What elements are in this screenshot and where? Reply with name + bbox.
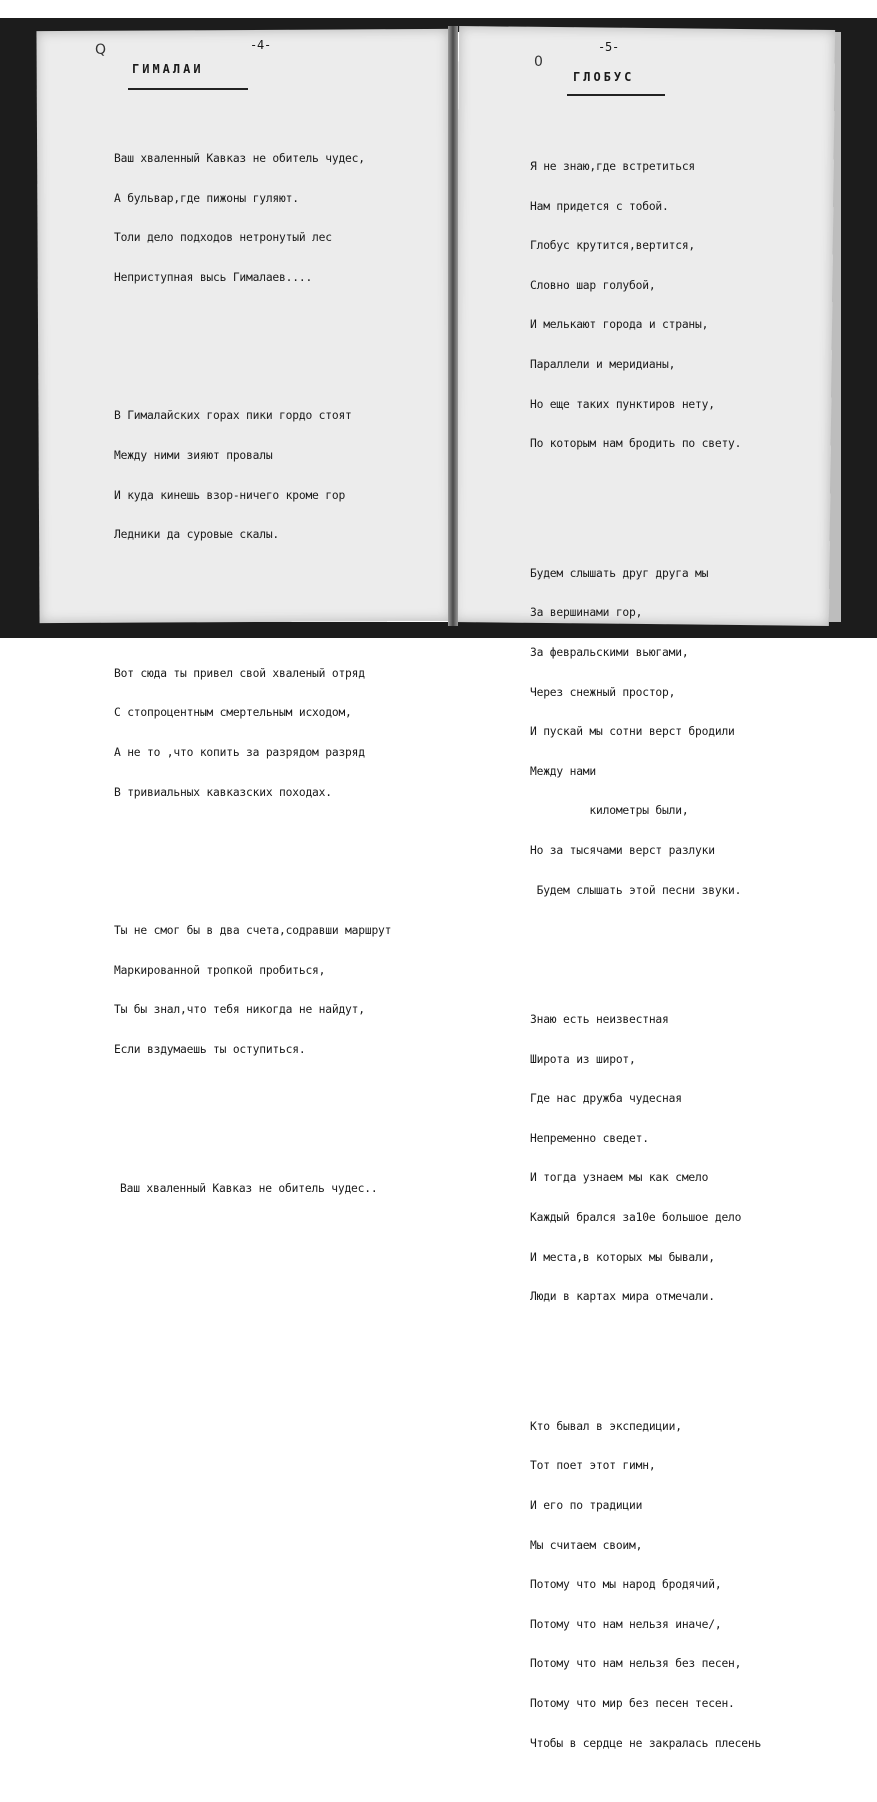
poem-line: Ваш хваленный Кавказ не обитель чудес,	[114, 152, 365, 165]
poem-line: Я не знаю,где встретиться	[530, 160, 696, 173]
stanza	[114, 126, 391, 310]
stanza	[530, 541, 761, 923]
stanza	[530, 987, 761, 1330]
poem-line: За вершинами гор,	[530, 606, 643, 620]
poem-line: Ледники да суровые скалы.	[114, 528, 280, 542]
poem-line: И мелькают города и страны,	[530, 318, 709, 332]
poem-line: Ваш хваленный Кавказ не обитель чудес..	[120, 1181, 378, 1195]
poem-line: И тогда узнаем мы как смело	[530, 1171, 709, 1185]
poem-line: Нам придется с тобой.	[530, 199, 669, 213]
poem-line: По которым нам бродить по свету.	[530, 437, 742, 451]
poem-line: Где нас дружба чудесная	[530, 1092, 682, 1106]
poem-line: Маркированной тропкой пробиться,	[114, 963, 326, 977]
left-poem-title: ГИМАЛАИ	[132, 62, 204, 76]
poem-line: Люди в картах мира отмечали.	[530, 1290, 715, 1304]
stanza	[530, 134, 761, 477]
poem-line: Тот поет этот гимн,	[530, 1459, 656, 1473]
stanza	[114, 641, 391, 825]
poem-line: И куда кинешь взор-ничего кроме гор	[114, 488, 346, 502]
right-poem-title: ГЛОБУС	[573, 70, 635, 84]
poem-line: Между ними зияют провалы	[114, 448, 273, 462]
poem-line: Толи дело подходов нетронутый лес	[114, 231, 332, 245]
poem-line: И его по традиции	[530, 1499, 643, 1513]
poem-line: Ты не смог бы в два счета,содравши маршрут	[114, 924, 392, 938]
poem-line: С стопроцентным смертельным исходом,	[114, 706, 352, 720]
book-gutter	[448, 26, 458, 626]
poem-line: Вот сюда ты привел свой хваленый отряд	[114, 666, 365, 680]
scan-border-left	[0, 18, 40, 638]
poem-line: И места,в которых мы бывали,	[530, 1250, 715, 1264]
poem-line: В тривиальных кавказских походах.	[114, 785, 332, 799]
poem-line: Широта из широт,	[530, 1052, 636, 1066]
poem-line: Ты бы знал,что тебя никогда не найдут,	[114, 1003, 365, 1017]
poem-line: Параллели и меридианы,	[530, 357, 676, 371]
poem-line: В Гималайских горах пики гордо стоят	[114, 409, 352, 423]
poem-line: Потому что мы народ бродячий,	[530, 1578, 722, 1592]
poem-line: Словно шар голубой,	[530, 278, 656, 292]
stanza	[114, 898, 391, 1082]
poem-line: Неприступная высь Гималаев....	[114, 270, 313, 284]
poem-line: Каждый брался за10е большое дело	[530, 1211, 742, 1225]
poem-line: Непременно сведет.	[530, 1131, 649, 1145]
left-page-number: -4-	[250, 38, 272, 52]
poem-line: Через снежный простор,	[530, 685, 676, 699]
poem-line: Кто бывал в экспедиции,	[530, 1419, 682, 1433]
stanza	[114, 383, 391, 567]
poem-line: Знаю есть неизвестная	[530, 1013, 669, 1027]
right-poem-body	[530, 108, 761, 1802]
stanza	[114, 1156, 391, 1222]
poem-line: Но за тысячами верст разлуки	[530, 843, 715, 857]
left-poem-body	[114, 100, 391, 1247]
poem-line: Между нами	[530, 764, 597, 778]
poem-line: А бульвар,где пижоны гуляют.	[114, 191, 299, 205]
poem-line: Будем слышать этой песни звуки.	[530, 883, 742, 897]
right-title-rule	[567, 94, 665, 96]
left-title-rule	[128, 88, 248, 90]
poem-line: За февральскими вьюгами,	[530, 645, 689, 659]
poem-line: Если вздумаешь ты оступиться.	[114, 1042, 306, 1056]
right-page-number: -5-	[598, 40, 620, 54]
poem-line: Глобус крутится,вертится,	[530, 239, 696, 253]
poem-line: Потому что нам нельзя иначе/,	[530, 1617, 722, 1631]
right-corner-mark: 0	[534, 54, 543, 70]
left-corner-mark: Q	[95, 42, 107, 58]
stanza	[530, 1394, 761, 1776]
poem-line: Потому что мир без песен тесен.	[530, 1697, 735, 1710]
poem-line: Чтобы в сердце не закралась плесень	[530, 1736, 762, 1750]
poem-line: Потому что нам нельзя без песен,	[530, 1657, 742, 1671]
poem-line: километры были,	[530, 804, 689, 818]
poem-line: Но еще таких пунктиров нету,	[530, 397, 715, 411]
poem-line: А не то ,что копить за разрядом разряд	[114, 745, 365, 759]
poem-line: Будем слышать друг друга мы	[530, 566, 709, 580]
poem-line: Мы считаем своим,	[530, 1538, 643, 1552]
poem-line: И пускай мы сотни верст бродили	[530, 725, 735, 739]
